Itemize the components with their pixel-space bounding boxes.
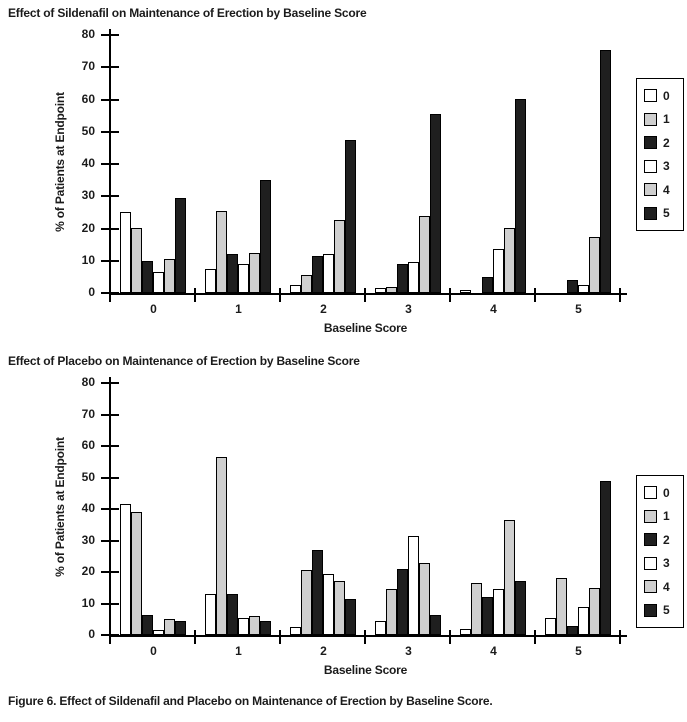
legend-row [644, 84, 683, 108]
x-tick-label: 2 [320, 302, 327, 316]
bar-endpoint-2 [142, 615, 153, 635]
bar-group-0 [120, 383, 186, 635]
bar-endpoint-0 [545, 618, 556, 635]
legend-row [644, 528, 683, 552]
bar-endpoint-2 [567, 280, 578, 293]
x-axis [109, 635, 627, 637]
bar-endpoint-0 [290, 627, 301, 635]
y-tick [101, 99, 119, 101]
bar-endpoint-5 [600, 481, 611, 635]
figure-caption: Figure 6. Effect of Sildenafil and Placebo on Maintenance of Erection by Baseline Score. [8, 694, 493, 708]
bar-endpoint-2 [142, 261, 153, 293]
x-axis-title: Baseline Score [323, 663, 408, 677]
y-tick [101, 163, 119, 165]
x-tick [364, 288, 366, 302]
sildenafil-chart [0, 0, 687, 348]
y-tick [101, 540, 119, 542]
bar-endpoint-1 [301, 275, 312, 293]
y-tick [101, 382, 119, 384]
bar-endpoint-5 [600, 50, 611, 293]
bar-endpoint-0 [375, 621, 386, 635]
bar-endpoint-4 [249, 616, 260, 635]
bar-endpoint-3 [238, 264, 249, 293]
y-tick-label: 80 [81, 27, 95, 41]
y-tick [101, 477, 119, 479]
bar-endpoint-4 [504, 228, 515, 293]
x-tick-label: 4 [490, 302, 497, 316]
legend-row [644, 131, 683, 155]
bar-endpoint-4 [164, 619, 175, 635]
y-tick-label: 30 [81, 188, 95, 203]
legend-swatch [644, 580, 657, 593]
legend-label: 0 [663, 88, 670, 103]
bar-endpoint-4 [334, 220, 345, 293]
x-tick-label: 0 [150, 302, 157, 316]
legend-row [644, 575, 683, 599]
bar-group-3 [375, 383, 441, 635]
y-tick-label: 30 [81, 532, 95, 547]
y-tick-label: 10 [81, 252, 95, 267]
legend-label: 1 [663, 509, 670, 524]
bar-endpoint-3 [578, 285, 589, 293]
bar-endpoint-4 [504, 520, 515, 635]
bar-endpoint-3 [238, 618, 249, 635]
legend-swatch [644, 486, 657, 499]
y-tick-label: 10 [81, 595, 95, 610]
placebo-chart [0, 348, 687, 696]
bar-endpoint-5 [430, 615, 441, 635]
bar-group-3 [375, 35, 441, 293]
legend-label: 4 [663, 579, 670, 594]
y-tick [101, 131, 119, 133]
bar-endpoint-3 [323, 574, 334, 635]
x-tick [279, 288, 281, 302]
y-tick-label: 20 [81, 564, 95, 578]
bar-endpoint-0 [120, 504, 131, 635]
bar-endpoint-0 [290, 285, 301, 293]
x-tick [449, 630, 451, 644]
bar-endpoint-2 [312, 256, 323, 293]
bar-endpoint-5 [260, 621, 271, 635]
x-tick-label: 0 [150, 644, 157, 658]
bar-endpoint-5 [345, 140, 356, 293]
y-tick [101, 445, 119, 447]
chart-title: Effect of Sildenafil on Maintenance of Erection by Baseline Score [8, 6, 367, 20]
legend-swatch [644, 207, 657, 220]
bar-endpoint-2 [397, 569, 408, 635]
y-axis-label: % of Patients at Endpoint [53, 92, 67, 232]
bar-endpoint-5 [175, 198, 186, 293]
bar-endpoint-0 [120, 212, 131, 293]
bar-group-1 [205, 383, 271, 635]
bar-group-4 [460, 35, 526, 293]
x-tick [449, 288, 451, 302]
bar-endpoint-1 [216, 457, 227, 635]
bar-endpoint-2 [227, 594, 238, 635]
y-tick-label: 50 [81, 469, 95, 484]
legend-swatch [644, 136, 657, 149]
bar-endpoint-5 [430, 114, 441, 293]
bar-endpoint-5 [175, 621, 186, 635]
y-tick [101, 34, 119, 36]
legend-label: 3 [663, 159, 670, 174]
bar-group-5 [545, 35, 611, 293]
y-tick [101, 603, 119, 605]
bar-endpoint-4 [249, 253, 260, 293]
x-tick [109, 288, 111, 302]
bar-endpoint-0 [460, 290, 471, 293]
bar-endpoint-3 [323, 254, 334, 293]
bar-endpoint-1 [386, 589, 397, 635]
y-axis [109, 377, 111, 636]
x-tick [194, 288, 196, 302]
legend [636, 475, 684, 628]
bar-endpoint-4 [589, 237, 600, 293]
x-tick [364, 630, 366, 644]
bar-endpoint-0 [205, 269, 216, 293]
bar-endpoint-4 [419, 216, 430, 293]
y-tick-label: 0 [88, 627, 95, 641]
bar-endpoint-0 [375, 288, 386, 293]
legend-row [644, 202, 683, 226]
y-tick [101, 228, 119, 230]
legend-label: 5 [663, 603, 670, 618]
x-axis [109, 293, 627, 295]
bar-endpoint-3 [153, 272, 164, 293]
bar-endpoint-3 [153, 630, 164, 635]
chart-title: Effect of Placebo on Maintenance of Erection by Baseline Score [8, 354, 360, 368]
legend-swatch [644, 183, 657, 196]
bar-endpoint-1 [216, 211, 227, 293]
bar-group-0 [120, 35, 186, 293]
bar-group-2 [290, 383, 356, 635]
bar-endpoint-3 [578, 607, 589, 635]
bar-endpoint-4 [334, 581, 345, 635]
bar-endpoint-5 [345, 599, 356, 635]
legend-label: 2 [663, 135, 670, 150]
legend-label: 1 [663, 112, 670, 127]
y-tick-label: 60 [81, 438, 95, 452]
legend-label: 0 [663, 485, 670, 500]
legend-row [644, 552, 683, 576]
y-tick-label: 60 [81, 91, 95, 106]
legend-swatch [644, 160, 657, 173]
y-tick [101, 414, 119, 416]
legend-swatch [644, 557, 657, 570]
y-tick-label: 40 [81, 156, 95, 170]
bar-endpoint-3 [408, 262, 419, 293]
bar-endpoint-3 [493, 249, 504, 293]
legend-row [644, 481, 683, 505]
bar-endpoint-2 [482, 277, 493, 293]
bar-endpoint-5 [515, 99, 526, 293]
bar-endpoint-2 [567, 626, 578, 635]
x-tick-label: 3 [405, 644, 412, 658]
y-tick [101, 508, 119, 510]
bar-endpoint-0 [205, 594, 216, 635]
legend-swatch [644, 510, 657, 523]
bar-endpoint-5 [260, 180, 271, 293]
x-tick [619, 288, 621, 302]
x-tick-label: 3 [405, 302, 412, 316]
y-tick-label: 40 [81, 501, 95, 515]
y-tick-label: 0 [88, 285, 95, 299]
legend-label: 4 [663, 182, 670, 197]
y-tick [101, 260, 119, 262]
x-axis-title: Baseline Score [323, 321, 408, 335]
x-tick [619, 630, 621, 644]
bar-endpoint-2 [312, 550, 323, 635]
legend-row [644, 599, 683, 623]
y-tick [101, 195, 119, 197]
bar-endpoint-1 [386, 287, 397, 293]
legend-swatch [644, 113, 657, 126]
bar-endpoint-5 [515, 581, 526, 635]
bar-endpoint-3 [493, 589, 504, 635]
bar-endpoint-2 [227, 254, 238, 293]
bar-group-1 [205, 35, 271, 293]
bar-endpoint-2 [482, 597, 493, 635]
y-tick-label: 20 [81, 220, 95, 235]
y-tick-label: 50 [81, 123, 95, 138]
y-tick [101, 571, 119, 573]
x-tick [534, 630, 536, 644]
bar-endpoint-4 [164, 259, 175, 293]
bar-group-5 [545, 383, 611, 635]
legend-label: 5 [663, 206, 670, 221]
bar-endpoint-1 [301, 570, 312, 635]
y-tick-label: 70 [81, 406, 95, 421]
bar-endpoint-1 [471, 583, 482, 635]
bar-group-2 [290, 35, 356, 293]
bar-endpoint-0 [460, 629, 471, 635]
legend-label: 2 [663, 532, 670, 547]
y-axis [109, 29, 111, 294]
legend-swatch [644, 89, 657, 102]
legend-row [644, 155, 683, 179]
y-axis-label: % of Patients at Endpoint [53, 437, 67, 577]
bar-endpoint-1 [131, 228, 142, 293]
x-tick [279, 630, 281, 644]
bar-group-4 [460, 383, 526, 635]
y-tick [101, 66, 119, 68]
y-tick-label: 70 [81, 59, 95, 74]
legend-swatch [644, 604, 657, 617]
bar-endpoint-4 [589, 588, 600, 635]
x-tick-label: 5 [575, 302, 582, 316]
legend-row [644, 178, 683, 202]
x-tick [534, 288, 536, 302]
legend [636, 78, 684, 231]
bar-endpoint-1 [131, 512, 142, 635]
legend-row [644, 505, 683, 529]
x-tick-label: 4 [490, 644, 497, 658]
y-tick-label: 80 [81, 375, 95, 389]
x-tick-label: 1 [235, 644, 242, 658]
legend-label: 3 [663, 556, 670, 571]
x-tick [194, 630, 196, 644]
x-tick-label: 1 [235, 302, 242, 316]
x-tick-label: 2 [320, 644, 327, 658]
legend-swatch [644, 533, 657, 546]
x-tick-label: 5 [575, 644, 582, 658]
x-tick [109, 630, 111, 644]
bar-endpoint-2 [397, 264, 408, 293]
legend-row [644, 108, 683, 132]
bar-endpoint-1 [556, 578, 567, 635]
bar-endpoint-4 [419, 563, 430, 635]
bar-endpoint-3 [408, 536, 419, 635]
